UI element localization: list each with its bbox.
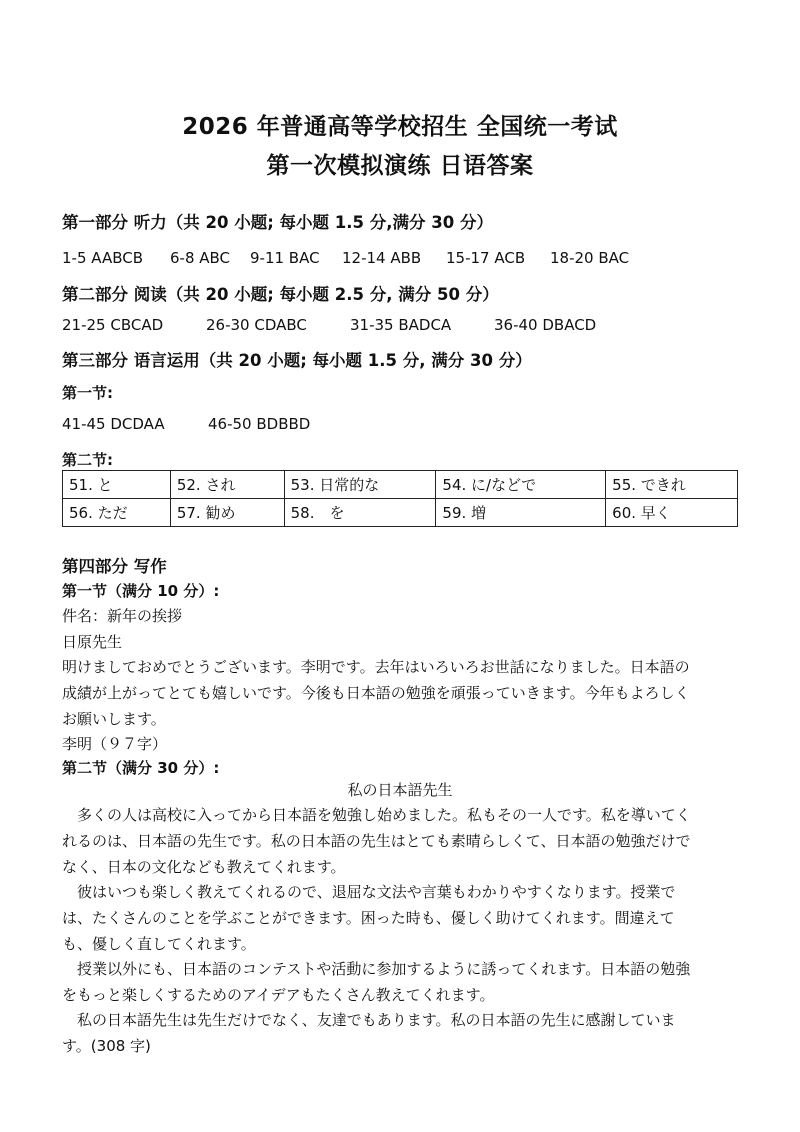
answer-group: 6-8 ABC (170, 249, 231, 267)
table-row (63, 471, 738, 499)
answer-group: 1-5 AABCB (62, 249, 143, 267)
answer-group: 12-14 ABB (342, 249, 422, 267)
page-title-line1: 2026 年普通高等学校招生 全国统一考试 (182, 114, 618, 140)
answer-group: 9-11 BAC (250, 249, 320, 267)
answer-group: 31-35 BADCA (350, 316, 452, 334)
answer-group: 15-17 ACB (446, 249, 526, 267)
part1-answers (62, 249, 629, 267)
letter-recipient: 日原先生 (62, 633, 123, 651)
answer-group: 41-45 DCDAA (62, 415, 165, 433)
essay-line: も、優しく直してくれます。 (62, 935, 256, 953)
essay-title: 私の日本語先生 (347, 781, 453, 799)
table-cell: 52. され (170, 471, 284, 499)
part3-heading: 第三部分 语言运用（共 20 小题; 每小题 1.5 分, 满分 30 分） (62, 351, 532, 370)
table-cell: 53. 日常的な (284, 471, 436, 499)
essay-line: れるのは、日本語の先生です。私の日本語の先生はとても素晴らしくて、日本語の勉強だけで (62, 832, 691, 850)
essay-line: なく、日本の文化なども教えてくれます。 (62, 858, 346, 876)
table-cell: 55. できれ (606, 471, 738, 499)
essay-line: 彼はいつも楽しく教えてくれるので、退屈な文法や言葉もわかりやすくなります。授業で (77, 883, 676, 901)
table-cell: 59. 増 (436, 499, 606, 527)
table-cell: 58. を (284, 499, 436, 527)
table-row (63, 499, 738, 527)
letter-body-line: 成績が上がってとても嬉しいです。今後も日本語の勉強を頑張っていきます。今年もよろしく (62, 684, 690, 702)
part1-heading: 第一部分 听力（共 20 小题; 每小题 1.5 分,满分 30 分） (62, 213, 493, 232)
part3-section1-answers (62, 415, 310, 433)
answer-group: 21-25 CBCAD (62, 316, 164, 334)
essay-line: す。(308 字) (62, 1037, 151, 1055)
essay-line: 多くの人は高校に入ってから日本語を勉強し始めました。私もその一人です。私を導いてく (77, 806, 691, 824)
table-cell: 60. 早く (606, 499, 738, 527)
page-title-line2: 第一次模拟演练 日语答案 (266, 153, 534, 179)
table-cell: 54. に/などで (436, 471, 606, 499)
table-cell: 57. 勧め (170, 499, 284, 527)
letter-body-line: お願いします。 (62, 710, 166, 728)
part2-heading: 第二部分 阅读（共 20 小题; 每小题 2.5 分, 满分 50 分） (62, 285, 499, 304)
essay-line: 授業以外にも、日本語のコンテストや活動に参加するように誘ってくれます。日本語の勉強 (77, 960, 691, 978)
part3-section1-label: 第一节: (62, 384, 113, 402)
part2-answers (62, 316, 596, 334)
answer-group: 18-20 BAC (550, 249, 630, 267)
part4-heading: 第四部分 写作 (62, 557, 167, 576)
part3-section2-label: 第二节: (62, 451, 113, 469)
answer-group: 26-30 CDABC (206, 316, 307, 334)
letter-signature: 李明（９７字） (62, 735, 168, 753)
table-cell: 56. ただ (63, 499, 171, 527)
part4-section2-label: 第二节（满分 30 分）: (62, 759, 220, 777)
letter-body-line: 明けましておめでとうございます。李明です。去年はいろいろお世話になりました。日本語の (62, 658, 690, 676)
letter-subject: 件名：新年の挨拶 (62, 607, 183, 625)
essay-line: は、たくさんのことを学ぶことができます。困った時も、優しく助けてくれます。間違えて (62, 909, 675, 927)
table-cell: 51. と (63, 471, 171, 499)
fill-in-answer-table (62, 470, 738, 527)
answer-group: 46-50 BDBBD (208, 415, 311, 433)
part4-section1-label: 第一节（满分 10 分）: (62, 582, 220, 600)
answer-group: 36-40 DBACD (494, 316, 597, 334)
essay-line: 私の日本語先生は先生だけでなく、友達でもあります。私の日本語の先生に感謝していま (77, 1011, 676, 1029)
essay-line: をもっと楽しくするためのアイデアもたくさん教えてくれます。 (62, 986, 495, 1004)
